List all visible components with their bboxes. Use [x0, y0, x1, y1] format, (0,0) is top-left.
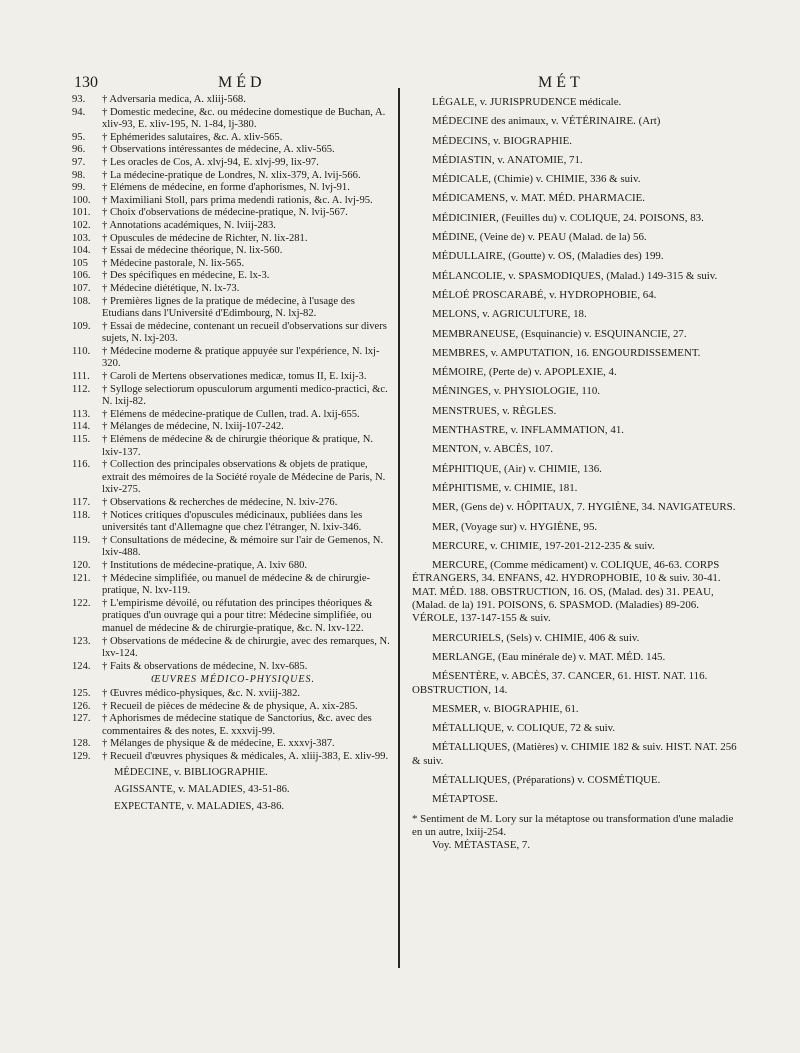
index-entry: MENSTRUES, v. RÈGLES. [432, 404, 557, 417]
entry-row [72, 157, 394, 170]
entry-row [72, 560, 394, 573]
entry-number: 117. [72, 497, 91, 508]
entry-text: † Les oracles de Cos, A. xlvj-94, E. xlvj-99, lix-97. [102, 156, 319, 168]
entry-row [72, 94, 394, 107]
entry-text: † Mélanges de médecine, N. lxiij-107-242. [102, 421, 284, 433]
right-column [412, 96, 738, 858]
entry-number: 105 [72, 257, 88, 269]
index-entry: MÉDECINE des animaux, v. VÉTÉRINAIRE. (Art) [432, 115, 661, 128]
entry-text: † Ephémerides salutaires, &c. A. xliv-565. [102, 131, 283, 143]
entry-number: 97. [72, 156, 86, 168]
right-voy: Voy. MÉTASTASE, 7. [432, 839, 531, 852]
entry-number: 124. [72, 660, 91, 672]
entry-text: † Collection des principales observations & objets de pratique, extrait des mémoires de la Société royale de Médecine de Paris, N. lxiv-275. [102, 459, 386, 496]
entry-text: † Caroli de Mertens observationes medicæ, tomus II, E. lxij-3. [102, 371, 367, 383]
entry-row [72, 510, 394, 535]
entry-number: 123. [72, 635, 91, 647]
entry-text: † Médecine pastorale, N. lix-565. [102, 257, 245, 269]
entry-number: 108. [72, 295, 91, 307]
entry-number: 96. [72, 144, 86, 156]
entry-number: 106. [72, 270, 91, 282]
entry-number: 100. [72, 194, 91, 206]
index-entry: MEMBRES, v. AMPUTATION, 16. ENGOURDISSEMENT. [432, 346, 701, 359]
entry-number: 94. [72, 106, 86, 118]
index-entry: MERCURIELS, (Sels) v. CHIMIE, 406 & suiv. [432, 631, 640, 644]
entry-text: † Premières lignes de la pratique de médecine, à l'usage des Etudians dans l'Université d'Edimbourg, N. lxj-82. [102, 295, 355, 320]
entry-text: † La médecine-pratique de Londres, N. xlix-379, A. lvij-566. [102, 169, 361, 181]
entry-number: 121. [72, 572, 91, 584]
index-entry: MÉDICINIER, (Feuilles du) v. COLIQUE, 24. POISONS, 83. [432, 211, 704, 224]
index-entry: MÉTALLIQUES, (Préparations) v. COSMÉTIQUE. [432, 773, 661, 786]
entry-row [72, 258, 394, 271]
index-entry: MÉDIASTIN, v. ANATOMIE, 71. [432, 153, 583, 166]
index-entry: MÉPHITIQUE, (Air) v. CHIMIE, 136. [432, 462, 602, 475]
index-entry: MEMBRANEUSE, (Esquinancie) v. ESQUINANCIE, 27. [432, 327, 687, 340]
entry-row [72, 182, 394, 195]
entry-text: † Observations intéressantes de médecine, A. xliv-565. [102, 144, 335, 156]
page-number: 130 [74, 74, 98, 91]
entry-row [72, 132, 394, 145]
left-column [72, 94, 394, 813]
entry-text: † Annotations académiques, N. lviij-283. [102, 219, 276, 231]
entry-text: † Choix d'observations de médecine-pratique, N. lvij-567. [102, 207, 348, 219]
entry-number: 111. [72, 371, 90, 383]
index-entry: MÉDINE, (Veine de) v. PEAU (Malad. de la) 56. [432, 231, 647, 244]
entry-number: 109. [72, 320, 91, 332]
entry-row [72, 283, 394, 296]
right-running-head: MÉT [538, 74, 584, 91]
entry-text: † Œuvres médico-physiques, &c. N. xviij-382. [102, 687, 301, 699]
entry-text: † Mélanges de physique & de médecine, E. xxxvj-387. [102, 738, 335, 750]
entry-text: † Médecine moderne & pratique appuyée sur l'expérience, N. lxj-320. [102, 345, 380, 370]
index-entry: MÉLANCOLIE, v. SPASMODIQUES, (Malad.) 149-315 & suiv. [432, 269, 718, 282]
entry-row [72, 195, 394, 208]
entry-number: 107. [72, 282, 91, 294]
entry-row [72, 459, 394, 497]
entry-row [72, 170, 394, 183]
index-entry: MERLANGE, (Eau minérale de) v. MAT. MÉD. 145. [432, 650, 666, 663]
left-tail-3: EXPECTANTE, v. MALADIES, 43-86. [114, 800, 285, 812]
entry-row [72, 346, 394, 371]
entry-row [72, 738, 394, 751]
entry-text: † Médecine simplifiée, ou manuel de médecine & de chirurgie-pratique, N. lxv-119. [102, 572, 371, 597]
entry-number: 129. [72, 750, 91, 762]
entry-text: † Elémens de médecine-pratique de Cullen, trad. A. lxij-655. [102, 408, 360, 420]
entry-row [72, 371, 394, 384]
index-entry: MERCURE, (Comme médicament) v. COLIQUE, 46-63. CORPS ÉTRANGERS, 34. ENFANS, 42. HYDROPHOBIE, 10 & suiv. 30-41. MAT. MÉD. 188. OBSTRUCTION, 16. OS, (Malad. des) 31. PEAU, (Malad. de la) 191. POISONS, 6. SPASMOD. (Maladies) 89-206. VÉROLE, 137-147-155 & suiv. [412, 559, 721, 625]
left-tail-1: MÉDECINE, v. BIBLIOGRAPHIE. [114, 767, 268, 779]
entry-text: † Observations & recherches de médecine, N. lxiv-276. [102, 497, 338, 508]
entry-row [72, 107, 394, 132]
index-entry: MÉDICALE, (Chimie) v. CHIMIE, 336 & suiv. [432, 173, 641, 186]
entry-text: † Aphorismes de médecine statique de Sanctorius, &c. avec des commentaires & des notes, E. xxxvij-99. [102, 713, 372, 737]
entry-number: 118. [72, 509, 91, 521]
index-entry: MER, (Voyage sur) v. HYGIÈNE, 95. [432, 520, 598, 533]
entry-text: † L'empirisme dévoilé, ou réfutation des principes théoriques & pratiques d'un ouvrage qui a pour titre: Médecine simplifiée, ou manuel de médecine & de chirurgie-pratique, &c. N. lxv-122. [102, 597, 373, 634]
entry-text: † Faits & observations de médecine, N. lxv-685. [102, 660, 308, 672]
entry-text: † Elémens de médecine & de chirurgie théorique & pratique, N. lxiv-137. [102, 434, 374, 458]
entry-number: 114. [72, 421, 91, 433]
left-running-head: MÉD [218, 74, 266, 91]
entry-text: † Domestic medecine, &c. ou médecine domestique de Buchan, A. xliv-93, E. xliv-195, N. 1-84, lj-380. [102, 106, 386, 131]
entry-row [72, 573, 394, 598]
entry-row [72, 233, 394, 246]
index-entry: MENTON, v. ABCÈS, 107. [432, 443, 554, 456]
index-entry: MENTHASTRE, v. INFLAMMATION, 41. [432, 424, 624, 437]
entry-text: † Elémens de médecine, en forme d'aphorismes, N. lvj-91. [102, 182, 350, 194]
entry-number: 116. [72, 459, 91, 471]
entry-text: † Observations de médecine & de chirurgie, avec des remarques, N. lxv-124. [102, 635, 390, 660]
entry-number: 122. [72, 597, 91, 609]
entry-text: † Opuscules de médecine de Richter, N. lix-281. [102, 232, 308, 244]
index-entry: MERCURE, v. CHIMIE, 197-201-212-235 & suiv. [432, 539, 655, 552]
right-entries [412, 96, 738, 807]
entry-number: 98. [72, 169, 86, 181]
entry-text: † Sylloge selectiorum opusculorum argumenti medico-practici, &c. N. lxij-82. [102, 383, 388, 408]
entry-row [72, 701, 394, 714]
entry-number: 120. [72, 559, 91, 571]
column-divider [398, 88, 400, 968]
entry-row [72, 220, 394, 233]
entry-number: 93. [72, 94, 86, 105]
entry-row [72, 636, 394, 661]
left-entries [72, 94, 394, 673]
index-entry: MÉNINGES, v. PHYSIOLOGIE, 110. [432, 385, 600, 398]
entry-text: † Essai de médecine théorique, N. lix-560. [102, 245, 283, 257]
index-entry: MÉDECINS, v. BIOGRAPHIE. [432, 134, 572, 147]
left-tail-2: AGISSANTE, v. MALADIES, 43-51-86. [114, 784, 290, 796]
entry-row [72, 245, 394, 258]
entry-row [72, 384, 394, 409]
entry-row [72, 296, 394, 321]
entry-row [72, 688, 394, 701]
index-entry: MÉPHITISME, v. CHIMIE, 181. [432, 481, 578, 494]
entry-text: † Consultations de médecine, & mémoire sur l'air de Gemenos, N. lxiv-488. [102, 534, 384, 559]
entry-text: † Maximiliani Stoll, pars prima medendi rationis, &c. A. lvj-95. [102, 194, 373, 206]
subheading: ŒUVRES MÉDICO-PHYSIQUES. [151, 674, 315, 686]
index-entry: LÉGALE, v. JURISPRUDENCE médicale. [432, 96, 622, 108]
entry-number: 104. [72, 245, 91, 257]
entry-text: † Médecine diététique, N. lx-73. [102, 282, 240, 294]
entry-number: 113. [72, 408, 91, 420]
entry-row [72, 751, 394, 764]
entry-row [72, 661, 394, 674]
index-entry: MÉLOÉ PROSCARABÉ, v. HYDROPHOBIE, 64. [432, 288, 657, 301]
entry-number: 126. [72, 700, 91, 712]
entry-number: 101. [72, 207, 91, 219]
entry-number: 95. [72, 131, 86, 143]
entry-number: 125. [72, 687, 91, 699]
index-entry: MÉDICAMENS, v. MAT. MÉD. PHARMACIE. [432, 192, 645, 205]
index-entry: MÉTALLIQUE, v. COLIQUE, 72 & suiv. [432, 722, 616, 735]
entry-text: † Recueil de pièces de médecine & de physique, A. xix-285. [102, 700, 358, 712]
entry-row [72, 321, 394, 346]
entry-text: † Des spécifiques en médecine, E. lx-3. [102, 270, 270, 282]
index-entry: MELONS, v. AGRICULTURE, 18. [432, 308, 587, 321]
entry-row [72, 713, 394, 738]
entry-number: 99. [72, 182, 86, 194]
left-entries-2 [72, 688, 394, 764]
entry-row [72, 409, 394, 422]
entry-number: 103. [72, 232, 91, 244]
index-entry: MÉDULLAIRE, (Goutte) v. OS, (Maladies des) 199. [432, 250, 664, 263]
entry-row [72, 497, 394, 510]
right-note: * Sentiment de M. Lory sur la métaptose ou transformation d'une maladie en un autre, lxiij-254. [412, 812, 734, 838]
index-entry: MÉSENTÈRE, v. ABCÈS, 37. CANCER, 61. HIST. NAT. 116. OBSTRUCTION, 14. [412, 670, 708, 696]
index-entry: MÉTALLIQUES, (Matières) v. CHIMIE 182 & suiv. HIST. NAT. 256 & suiv. [412, 741, 737, 767]
index-entry: MER, (Gens de) v. HÔPITAUX, 7. HYGIÈNE, 34. NAVIGATEURS. [432, 501, 736, 514]
entry-row [72, 207, 394, 220]
index-entry: MÉTAPTOSE. [432, 793, 498, 806]
entry-number: 128. [72, 738, 91, 750]
index-entry: MESMER, v. BIOGRAPHIE, 61. [432, 702, 579, 715]
entry-row [72, 144, 394, 157]
entry-number: 112. [72, 383, 91, 395]
entry-text: † Essai de médecine, contenant un recueil d'observations sur divers sujets, N. lxj-203. [102, 320, 387, 345]
entry-row [72, 535, 394, 560]
entry-number: 115. [72, 434, 91, 446]
entry-number: 102. [72, 219, 91, 231]
entry-text: † Notices critiques d'opuscules médicinaux, publiées dans les universités tant d'Allemagne que chez l'étranger, N. lxiv-346. [102, 509, 363, 534]
entry-number: 110. [72, 345, 91, 357]
entry-text: † Adversaria medica, A. xliij-568. [102, 94, 246, 105]
index-entry: MÉMOIRE, (Perte de) v. APOPLEXIE, 4. [432, 366, 617, 379]
entry-row [72, 598, 394, 636]
entry-row [72, 421, 394, 434]
entry-text: † Institutions de médecine-pratique, A. lxiv 680. [102, 559, 308, 571]
entry-text: † Recueil d'œuvres physiques & médicales, A. xliij-383, E. xliv-99. [102, 750, 389, 762]
entry-row [72, 270, 394, 283]
entry-number: 127. [72, 713, 91, 725]
entry-row [72, 434, 394, 459]
entry-number: 119. [72, 534, 91, 546]
